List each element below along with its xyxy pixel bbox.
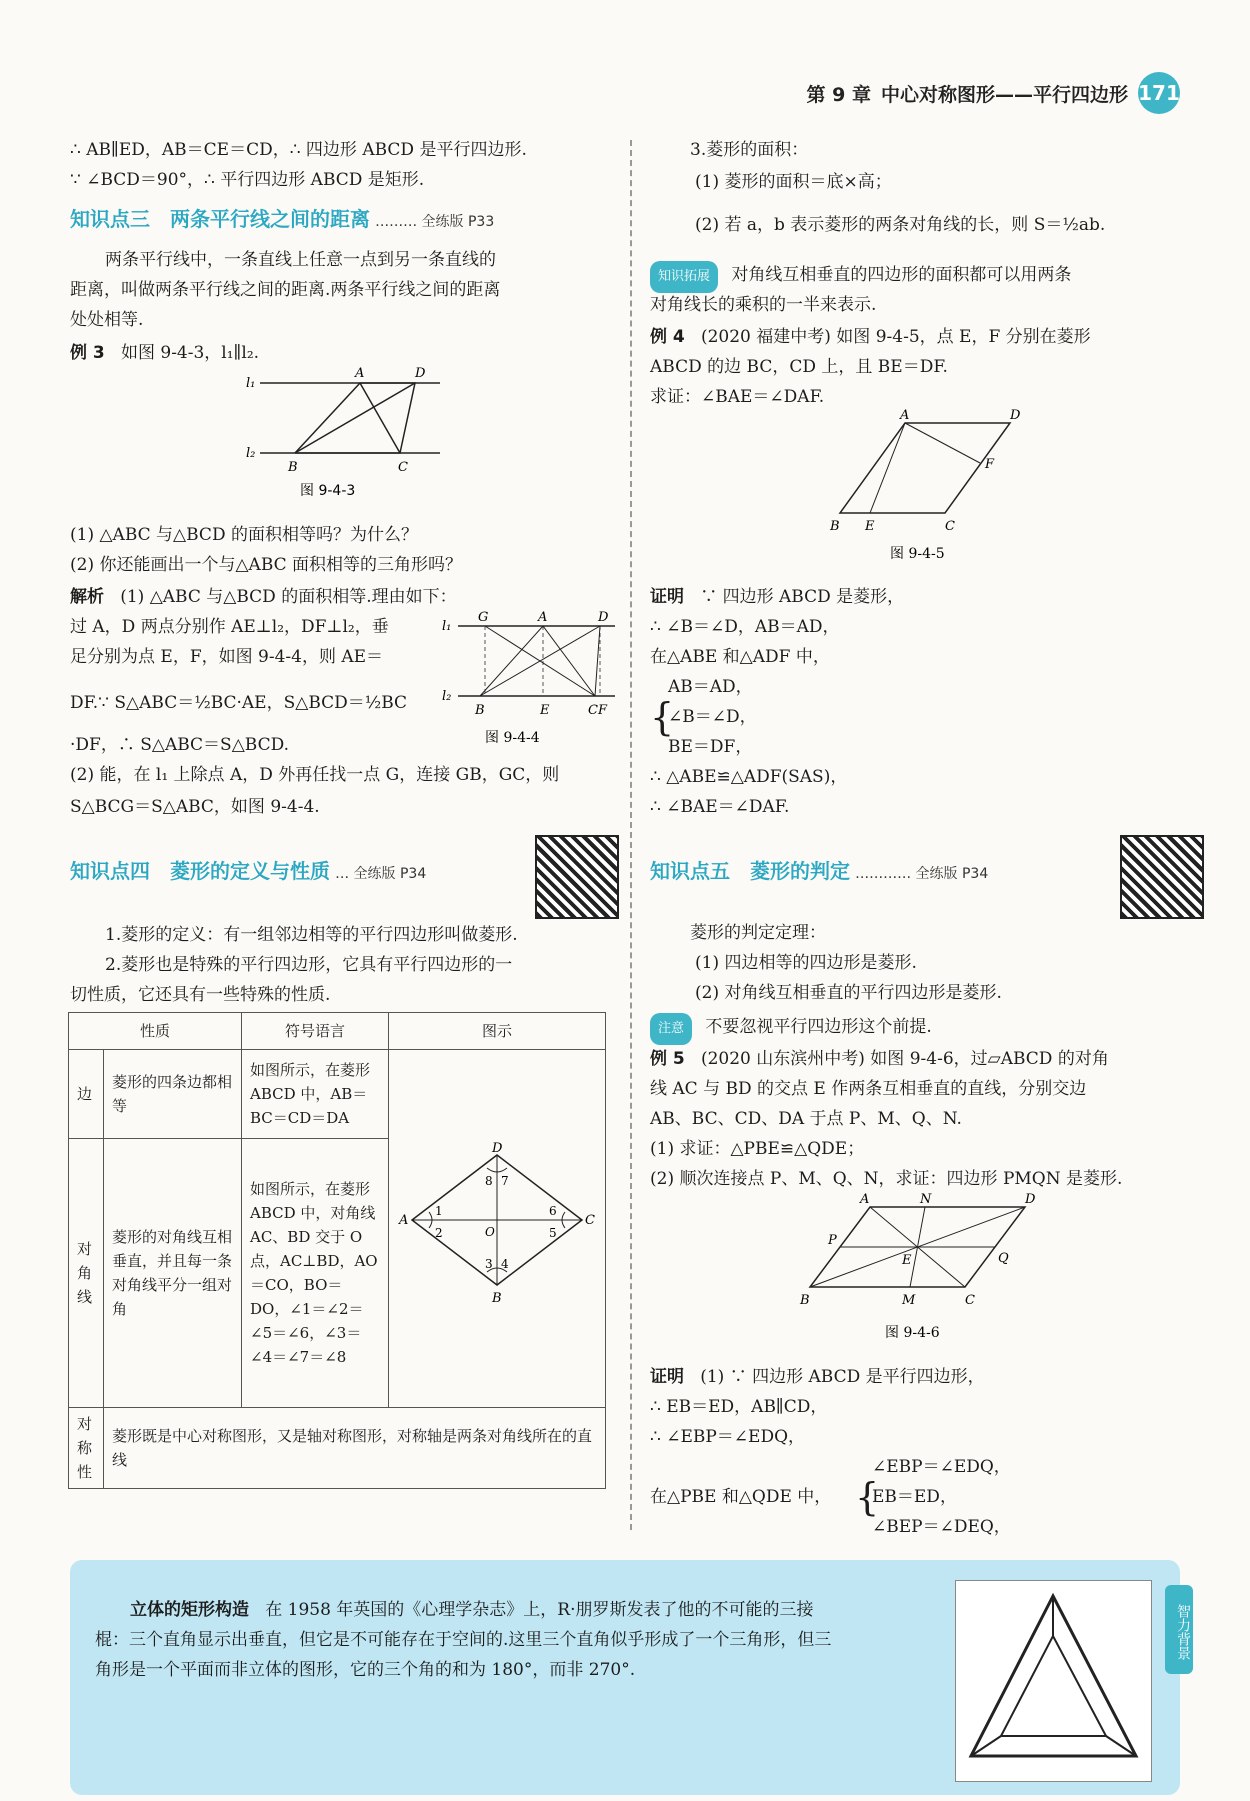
text-line: ∴ △ABE≌△ADF(SAS)， [650, 767, 848, 787]
text-line: 足分别为点 E，F，如图 9-4-4，则 AE＝ [70, 647, 384, 667]
panel-line: 角形是一个平面而非立体的图形，它的三个角的和为 180°，而非 270°. [95, 1660, 636, 1680]
label-A: A [900, 408, 910, 423]
proof-label: 证明 [650, 1367, 684, 1387]
label-N: N [920, 1192, 932, 1207]
text-line: 求证：∠BAE＝∠DAF. [650, 387, 825, 407]
text-line: ∴ EB＝ED，AB∥CD， [650, 1397, 828, 1417]
label-Q: Q [998, 1251, 1009, 1266]
text-line: DF.∵ S△ABC＝½BC·AE，S△BCD＝½BC [70, 693, 408, 713]
label-A: A [399, 1213, 409, 1228]
text-line: 对角线长的乘积的一半来表示. [650, 295, 877, 315]
example-text: (2020 福建中考) 如图 9-4-5，点 E，F 分别在菱形 [700, 327, 1091, 347]
text-line: ∵ ∠BCD＝90°，∴ 平行四边形 ABCD 是矩形. [70, 170, 425, 190]
label-C: C [398, 460, 408, 475]
text-line: ·DF，∴ S△ABC＝S△BCD. [70, 735, 290, 755]
extension-note [650, 260, 1071, 293]
label-P: P [828, 1233, 837, 1248]
knowledge-point-3 [70, 203, 494, 232]
header-property: 性质 [69, 1013, 242, 1050]
label-l2: l₂ [442, 689, 452, 704]
text-line: EB＝ED， [872, 1487, 957, 1507]
text-line: 处处相等. [70, 310, 144, 330]
text-line: ∠BEP＝∠DEQ， [872, 1517, 1011, 1537]
text-line: ∴ ∠EBP＝∠EDQ， [650, 1427, 806, 1447]
knowledge-point-5 [650, 855, 988, 884]
angle-1: 1 [435, 1204, 443, 1218]
text-line: AB、BC、CD、DA 于点 P、M、Q、N. [650, 1109, 962, 1129]
table-row [69, 1408, 606, 1489]
angle-7: 7 [501, 1174, 509, 1188]
label-G: G [478, 610, 489, 625]
label-A: A [538, 610, 548, 625]
label-E: E [865, 519, 875, 534]
label-CF: CF [588, 703, 607, 718]
text-line: 两条平行线中，一条直线上任意一点到另一条直线的 [105, 250, 496, 270]
text-line: (1) 菱形的面积＝底×高； [695, 172, 892, 192]
kp5-ref: ………… 全练版 P34 [855, 866, 989, 882]
table-row [69, 1050, 606, 1139]
label-l1: l₁ [246, 376, 256, 391]
knowledge-point-4 [70, 855, 426, 884]
row-diagonal-property: 菱形的对角线互相垂直，并且每一条对角线平分一组对角 [104, 1139, 242, 1408]
text-line: AB＝AD， [668, 677, 753, 697]
label-D: D [598, 610, 609, 625]
text-line: 线 AC 与 BD 的交点 E 作两条互相垂直的直线，分别交边 [650, 1079, 1087, 1099]
figure-caption: 图 9-4-3 [300, 483, 356, 499]
label-B: B [492, 1291, 502, 1306]
figure-9-4-3 [240, 365, 460, 500]
kp3-title: 知识点三 两条平行线之间的距离 [70, 207, 370, 231]
label-C: C [585, 1213, 595, 1228]
example-text: 如图 9-4-3，l₁∥l₂. [120, 343, 260, 363]
figure-caption: 图 9-4-4 [485, 730, 540, 746]
figure-9-4-4 [440, 608, 620, 748]
text-line: ∠EBP＝∠EDQ， [872, 1457, 1011, 1477]
angle-3: 3 [485, 1257, 493, 1271]
text-line: ∠B＝∠D， [668, 707, 757, 727]
label-A: A [860, 1192, 870, 1207]
chapter-label: 第 9 章 [806, 83, 871, 106]
label-D: D [415, 366, 426, 381]
label-l2: l₂ [246, 446, 256, 461]
text-line: 距离，叫做两条平行线之间的距离.两条平行线之间的距离 [70, 280, 501, 300]
label-D: D [492, 1141, 503, 1156]
example-text: (2020 山东滨州中考) 如图 9-4-6，过▱ABCD 的对角 [700, 1049, 1109, 1069]
text-line: (1) 四边相等的四边形是菱形. [695, 953, 917, 973]
example-label: 例 4 [650, 327, 685, 347]
row-diagonal-label: 对角线 [69, 1139, 104, 1408]
example-label: 例 5 [650, 1049, 685, 1069]
label-B: B [830, 519, 840, 534]
text-line: ∴ ∠B＝∠D，AB＝AD， [650, 617, 840, 637]
label-D: D [1010, 408, 1021, 423]
table-header [69, 1013, 606, 1050]
text-line: 菱形的判定定理： [690, 923, 826, 943]
proof-text: (1) ∵ 四边形 ABCD 是平行四边形， [700, 1367, 985, 1387]
chapter-title: 中心对称图形——平行四边形 [880, 83, 1128, 106]
page-header [807, 72, 1180, 114]
figure-caption: 图 9-4-5 [890, 546, 945, 562]
label-M: M [902, 1293, 916, 1308]
rhombus-figure-cell [389, 1050, 606, 1408]
text-line: S△BCG＝S△ABC，如图 9-4-4. [70, 797, 320, 817]
panel-title: 立体的矩形构造 [130, 1600, 249, 1620]
text-line: 切性质，它还具有一些特殊的性质. [70, 985, 331, 1005]
text-line: (2) 顺次连接点 P、M、Q、N，求证：四边形 PMQN 是菱形. [650, 1169, 1123, 1189]
panel-line [130, 1595, 814, 1625]
kp4-ref: … 全练版 P34 [335, 866, 427, 882]
row-symmetry-label: 对称性 [69, 1408, 104, 1489]
kp4-title: 知识点四 菱形的定义与性质 [70, 859, 330, 883]
impossible-triangle-image [955, 1580, 1152, 1782]
question-1: (1) △ABC 与△BCD 的面积相等吗？为什么？ [70, 525, 418, 545]
example-3 [70, 338, 259, 368]
solution-line [70, 582, 457, 612]
angle-6: 6 [549, 1204, 557, 1218]
column-divider [630, 140, 632, 1530]
label-B: B [475, 703, 485, 718]
proof-label: 证明 [650, 587, 684, 607]
text-line: (2) 能，在 l₁ 上除点 A，D 外再任找一点 G，连接 GB，GC，则 [70, 765, 560, 785]
figure-9-4-5 [820, 408, 1040, 568]
label-O: O [485, 1225, 495, 1239]
side-tab: 智力背景 [1165, 1585, 1193, 1674]
impossible-triangle-icon [956, 1581, 1151, 1781]
rhombus-property-table [68, 1012, 606, 1489]
panel-line: 棍：三个直角显示出垂直，但它是不可能存在于空间的.这里三个直角似乎形成了一个三角形，但三 [95, 1630, 832, 1650]
text-line: 3.菱形的面积： [690, 140, 809, 160]
example-4 [650, 322, 1091, 352]
example-5 [650, 1044, 1109, 1074]
figure-9-4-6 [790, 1192, 1050, 1352]
angle-8: 8 [485, 1174, 493, 1188]
proof-line [650, 1362, 985, 1392]
question-2: (2) 你还能画出一个与△ABC 面积相等的三角形吗？ [70, 555, 463, 575]
note-line [650, 1012, 932, 1045]
text-line: 1.菱形的定义：有一组邻边相等的平行四边形叫做菱形. [105, 925, 518, 945]
rhombus-figure [397, 1140, 597, 1310]
qr-code[interactable] [535, 835, 619, 919]
proof-line [650, 582, 904, 612]
label-l1: l₁ [442, 619, 452, 634]
text-line: ∴ AB∥ED，AB＝CE＝CD，∴ 四边形 ABCD 是平行四边形. [70, 140, 527, 160]
label-B: B [800, 1293, 810, 1308]
label-C: C [965, 1293, 975, 1308]
brace: { [855, 1475, 880, 1519]
text-line: 过 A，D 两点分别作 AE⊥l₂，DF⊥l₂，垂 [70, 617, 389, 637]
row-symmetry-text: 菱形既是中心对称图形，又是轴对称图形，对称轴是两条对角线所在的直线 [104, 1408, 606, 1489]
solution-label: 解析 [70, 587, 104, 607]
header-symbol: 符号语言 [242, 1013, 389, 1050]
extension-tag: 知识拓展 [650, 261, 718, 293]
page-number: 171 [1138, 72, 1180, 114]
text-line: (2) 对角线互相垂直的平行四边形是菱形. [695, 983, 1002, 1003]
kp3-ref: ……… 全练版 P33 [375, 214, 495, 230]
text-line: 2.菱形也是特殊的平行四边形，它具有平行四边形的一 [105, 955, 513, 975]
angle-2: 2 [435, 1226, 443, 1240]
label-A: A [355, 366, 365, 381]
text-line: BE＝DF， [668, 737, 753, 757]
angle-4: 4 [501, 1257, 509, 1271]
figure-caption: 图 9-4-6 [885, 1325, 940, 1341]
brace: { [650, 695, 675, 739]
qr-code[interactable] [1120, 835, 1204, 919]
note-text: 不要忽视平行四边形这个前提. [705, 1017, 932, 1037]
text-line: (2) 若 a，b 表示菱形的两条对角线的长，则 S＝½ab. [695, 215, 1106, 235]
text-line: ABCD 的边 BC，CD 上，且 BE＝DF. [650, 357, 948, 377]
label-C: C [945, 519, 955, 534]
example-label: 例 3 [70, 343, 105, 363]
text-line: ∴ ∠BAE＝∠DAF. [650, 797, 790, 817]
text-line: 在△PBE 和△QDE 中， [650, 1487, 832, 1507]
row-diagonal-symbol: 如图所示，在菱形 ABCD 中，对角线 AC、BD 交于 O 点，AC⊥BD，AO＝CO，BO＝DO，∠1＝∠2＝∠5＝∠6，∠3＝∠4＝∠7＝∠8 [242, 1139, 389, 1408]
row-side-property: 菱形的四条边都相等 [104, 1050, 242, 1139]
panel-text: 在 1958 年英国的《心理学杂志》上，R·朋罗斯发表了他的不可能的三接 [265, 1600, 814, 1620]
solution-text: (1) △ABC 与△BCD 的面积相等.理由如下： [120, 587, 457, 607]
text-line: 在△ABE 和△ADF 中， [650, 647, 830, 667]
label-E: E [902, 1253, 912, 1268]
label-E: E [540, 703, 550, 718]
note-tag: 注意 [650, 1013, 692, 1045]
label-F: F [985, 457, 995, 472]
row-side-symbol: 如图所示，在菱形 ABCD 中，AB＝BC＝CD＝DA [242, 1050, 389, 1139]
label-D: D [1025, 1192, 1036, 1207]
angle-5: 5 [549, 1226, 557, 1240]
extension-text: 对角线互相垂直的四边形的面积都可以用两条 [731, 265, 1072, 285]
header-figure: 图示 [389, 1013, 606, 1050]
text-line: (1) 求证：△PBE≌△QDE； [650, 1139, 865, 1159]
kp5-title: 知识点五 菱形的判定 [650, 859, 850, 883]
row-side-label: 边 [69, 1050, 104, 1139]
proof-text: ∵ 四边形 ABCD 是菱形， [700, 587, 905, 607]
label-B: B [288, 460, 298, 475]
